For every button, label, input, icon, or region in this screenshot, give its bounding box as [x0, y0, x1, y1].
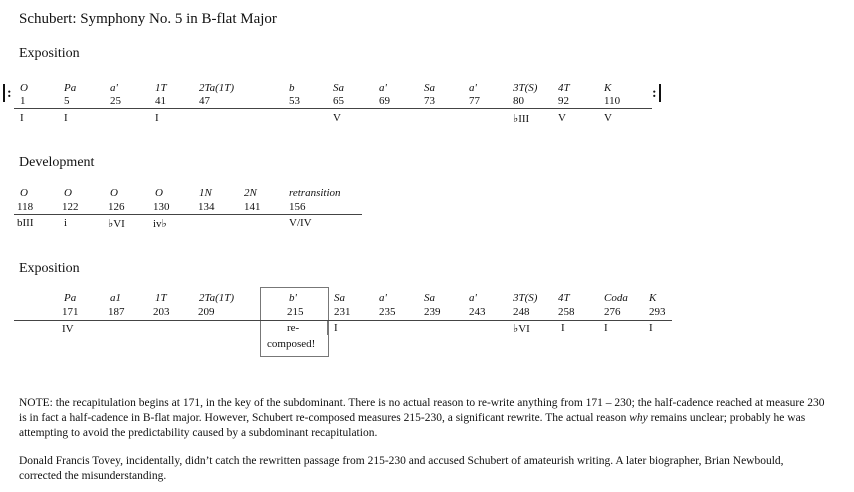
exposition-measure: 80: [513, 95, 524, 107]
exposition-label: O: [20, 82, 28, 94]
exposition-measure: 53: [289, 95, 300, 107]
exposition-label: Sa: [333, 82, 344, 94]
exposition-measure: 77: [469, 95, 480, 107]
recap-measure: 276: [604, 306, 621, 318]
exposition-measure: 110: [604, 95, 621, 107]
development-key: iv♭: [153, 218, 167, 230]
exposition-label: a': [110, 82, 118, 94]
recap-key: re-: [287, 322, 300, 334]
exposition-measure: 1: [20, 95, 26, 107]
development-key: i: [64, 217, 68, 229]
development-label: 2N: [244, 187, 257, 199]
exposition-label: 4T: [558, 82, 570, 94]
exposition-label: a': [469, 82, 477, 94]
exposition-measure: 47: [199, 95, 210, 107]
recapitulation-divider: [14, 320, 672, 321]
recap-label: 4T: [558, 292, 570, 304]
exposition-label: a': [379, 82, 387, 94]
exposition-label: b: [289, 82, 295, 94]
recap-measure: 187: [108, 306, 125, 318]
recap-key: I: [561, 322, 565, 334]
recap-key-separator: [327, 321, 328, 335]
exposition-label: Pa: [64, 82, 77, 94]
recap-label: b': [289, 292, 297, 304]
recap-measure: 209: [198, 306, 215, 318]
recap-measure: 231: [334, 306, 351, 318]
exposition-label: 3T(S): [513, 82, 538, 94]
development-measure: 141: [244, 201, 261, 213]
note-emphasis: why: [629, 412, 648, 424]
development-measure: 118: [17, 201, 34, 213]
recap-measure: 171: [62, 306, 79, 318]
recap-measure: 215: [287, 306, 304, 318]
development-label: retransition: [289, 187, 341, 199]
recap-label: 3T(S): [513, 292, 538, 304]
recap-label: 1T: [155, 292, 167, 304]
recap-measure: 243: [469, 306, 486, 318]
development-key: V/IV: [289, 217, 312, 229]
exposition-label: 1T: [155, 82, 167, 94]
note-paragraph: NOTE: the recapitulation begins at 171, in the key of the subdominant. There is no actual reason to re-write anything from 171 – 230; the half-cadence reached at measure 230 is in fact a half-cadence in B-flat major. However, Schubert re-composed measures 215-230, a significant rewrite. The actual reason why remains unclear; probably he was attempting to avoid the predictability caused by a subdominant recapitulation.: [19, 397, 825, 439]
recapitulation-heading: Exposition: [19, 261, 80, 276]
repeat-start-sign: :: [3, 84, 12, 104]
recap-label: Pa: [64, 292, 77, 304]
exposition-key: V: [333, 112, 341, 124]
exposition-measure: 69: [379, 95, 390, 107]
exposition-measure: 41: [155, 95, 166, 107]
recap-label: a': [469, 292, 477, 304]
exposition-key: I: [20, 112, 24, 124]
exposition-measure: 92: [558, 95, 569, 107]
exposition-measure: 65: [333, 95, 344, 107]
exposition-key: I: [64, 112, 68, 124]
recap-key: IV: [62, 323, 74, 335]
exposition-divider: [14, 108, 652, 109]
recap-label: Sa: [424, 292, 435, 304]
development-measure: 156: [289, 201, 306, 213]
recap-key: I: [649, 322, 653, 334]
recap-measure: 239: [424, 306, 441, 318]
page-title: Schubert: Symphony No. 5 in B-flat Major: [19, 11, 277, 27]
recap-measure: 203: [153, 306, 170, 318]
development-measure: 130: [153, 201, 170, 213]
recap-label: a1: [110, 292, 121, 304]
development-label: O: [20, 187, 28, 199]
exposition-key: V: [558, 112, 566, 124]
development-label: O: [155, 187, 163, 199]
recap-measure: 235: [379, 306, 396, 318]
development-measure: 134: [198, 201, 215, 213]
recap-label: K: [649, 292, 657, 304]
recap-measure: 248: [513, 306, 530, 318]
exposition-heading: Exposition: [19, 46, 80, 61]
development-measure: 126: [108, 201, 125, 213]
development-label: 1N: [199, 187, 212, 199]
development-label: O: [64, 187, 72, 199]
recap-recomposed-note: composed!: [267, 338, 316, 350]
development-key: bIII: [17, 217, 34, 229]
recap-measure: 293: [649, 306, 666, 318]
exposition-measure: 73: [424, 95, 435, 107]
exposition-key: V: [604, 112, 612, 124]
recap-measure: 258: [558, 306, 575, 318]
recap-label: Sa: [334, 292, 345, 304]
exposition-measure: 25: [110, 95, 121, 107]
exposition-key: ♭III: [513, 113, 530, 125]
development-heading: Development: [19, 155, 95, 170]
recap-key: ♭VI: [513, 323, 530, 335]
development-divider: [14, 214, 362, 215]
exposition-measure: 5: [64, 95, 70, 107]
recap-label: Coda: [604, 292, 628, 304]
recap-key: I: [334, 322, 338, 334]
development-key: ♭VI: [108, 218, 125, 230]
exposition-label: Sa: [424, 82, 435, 94]
tovey-paragraph: Donald Francis Tovey, incidentally, didn’t catch the rewritten passage from 215-230 and accused Schubert of amateurish writing. A later biographer, Brian Newbould, corrected the misunderstanding.: [19, 455, 784, 482]
development-label: O: [110, 187, 118, 199]
exposition-label: K: [604, 82, 612, 94]
repeat-end-sign: :: [652, 84, 661, 104]
exposition-label: 2Ta(1T): [199, 82, 235, 94]
development-measure: 122: [62, 201, 79, 213]
recap-key: I: [604, 322, 608, 334]
recap-label: 2Ta(1T): [199, 292, 235, 304]
exposition-key: I: [155, 112, 159, 124]
recap-label: a': [379, 292, 387, 304]
